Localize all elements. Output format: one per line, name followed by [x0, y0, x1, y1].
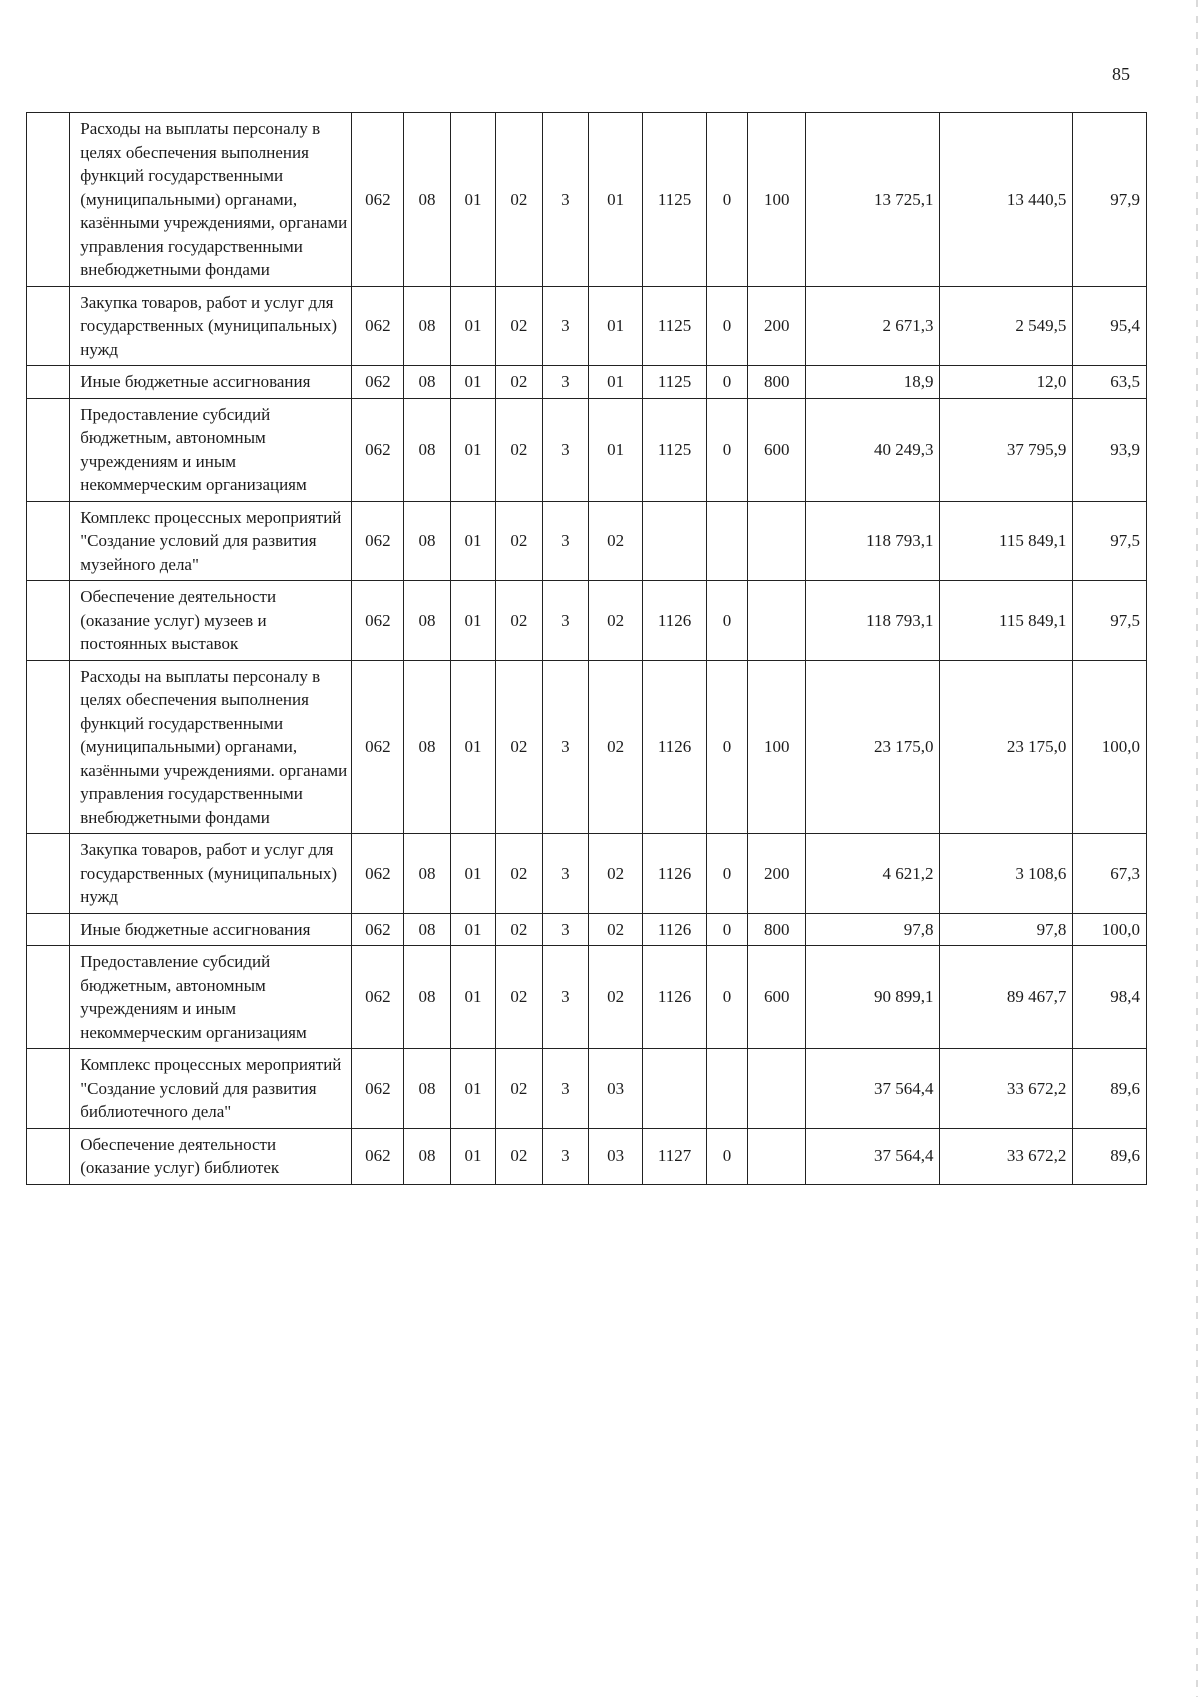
table-row — [27, 501, 1147, 581]
code-program-type: 3 — [542, 660, 588, 834]
execution-percent: 89,6 — [1073, 1128, 1147, 1184]
code-expense-type: 600 — [748, 946, 806, 1049]
actual-amount: 33 672,2 — [940, 1128, 1073, 1184]
code-direction: 1126 — [643, 581, 707, 661]
row-description: Обеспечение деятельности (оказание услуг) музеев и постоянных выставок — [70, 581, 352, 661]
planned-amount: 2 671,3 — [806, 286, 940, 366]
code-subdirection: 0 — [706, 946, 747, 1049]
code-section: 08 — [404, 366, 450, 399]
table-row — [27, 660, 1147, 834]
planned-amount: 118 793,1 — [806, 501, 940, 581]
code-subsection: 01 — [450, 366, 495, 399]
code-ministry: 062 — [352, 366, 404, 399]
row-index-cell — [27, 1128, 70, 1184]
code-program-type: 3 — [542, 366, 588, 399]
code-program-type: 3 — [542, 913, 588, 946]
code-complex: 02 — [589, 660, 643, 834]
row-description: Иные бюджетные ассигнования — [70, 913, 352, 946]
code-subsection: 01 — [450, 501, 495, 581]
row-index-cell — [27, 398, 70, 501]
row-description: Предоставление субсидий бюджетным, автономным учреждениям и иным некоммерческим организациям — [70, 398, 352, 501]
table-body — [27, 113, 1147, 1185]
actual-amount: 13 440,5 — [940, 113, 1073, 287]
code-program-type: 3 — [542, 398, 588, 501]
code-ministry: 062 — [352, 1128, 404, 1184]
code-subsection: 01 — [450, 1049, 495, 1129]
planned-amount: 37 564,4 — [806, 1049, 940, 1129]
code-direction: 1125 — [643, 366, 707, 399]
code-direction: 1125 — [643, 113, 707, 287]
row-index-cell — [27, 1049, 70, 1129]
code-section: 08 — [404, 1128, 450, 1184]
code-subsection: 01 — [450, 1128, 495, 1184]
code-direction: 1126 — [643, 660, 707, 834]
planned-amount: 18,9 — [806, 366, 940, 399]
code-subdirection: 0 — [706, 660, 747, 834]
row-index-cell — [27, 946, 70, 1049]
table-row — [27, 1128, 1147, 1184]
table-row — [27, 946, 1147, 1049]
code-program-type: 3 — [542, 946, 588, 1049]
code-program-type: 3 — [542, 286, 588, 366]
row-index-cell — [27, 366, 70, 399]
actual-amount: 115 849,1 — [940, 501, 1073, 581]
row-index-cell — [27, 581, 70, 661]
code-section: 08 — [404, 1049, 450, 1129]
execution-percent: 100,0 — [1073, 660, 1147, 834]
row-description: Обеспечение деятельности (оказание услуг) библиотек — [70, 1128, 352, 1184]
row-description: Закупка товаров, работ и услуг для государственных (муниципальных) нужд — [70, 286, 352, 366]
code-ministry: 062 — [352, 946, 404, 1049]
code-subsection: 01 — [450, 113, 495, 287]
code-direction: 1126 — [643, 834, 707, 914]
actual-amount: 3 108,6 — [940, 834, 1073, 914]
planned-amount: 90 899,1 — [806, 946, 940, 1049]
code-ministry: 062 — [352, 1049, 404, 1129]
actual-amount: 23 175,0 — [940, 660, 1073, 834]
code-program: 02 — [496, 1049, 542, 1129]
code-subdirection — [706, 1049, 747, 1129]
code-direction: 1127 — [643, 1128, 707, 1184]
row-index-cell — [27, 286, 70, 366]
execution-percent: 97,5 — [1073, 581, 1147, 661]
row-index-cell — [27, 913, 70, 946]
code-section: 08 — [404, 113, 450, 287]
code-program-type: 3 — [542, 581, 588, 661]
planned-amount: 118 793,1 — [806, 581, 940, 661]
row-description: Расходы на выплаты персоналу в целях обеспечения выполнения функций государственными (муниципальными) органами, казёнными учреждениями. органами управления государственными внебюджетными фондами — [70, 660, 352, 834]
code-program: 02 — [496, 398, 542, 501]
actual-amount: 37 795,9 — [940, 398, 1073, 501]
code-program-type: 3 — [542, 113, 588, 287]
row-description: Предоставление субсидий бюджетным, автономным учреждениям и иным некоммерческим организациям — [70, 946, 352, 1049]
code-complex: 02 — [589, 913, 643, 946]
execution-percent: 98,4 — [1073, 946, 1147, 1049]
planned-amount: 37 564,4 — [806, 1128, 940, 1184]
code-subsection: 01 — [450, 913, 495, 946]
code-program-type: 3 — [542, 501, 588, 581]
code-program: 02 — [496, 366, 542, 399]
execution-percent: 95,4 — [1073, 286, 1147, 366]
table-row — [27, 1049, 1147, 1129]
table-row — [27, 834, 1147, 914]
row-index-cell — [27, 113, 70, 287]
execution-percent: 100,0 — [1073, 913, 1147, 946]
table-row — [27, 913, 1147, 946]
code-expense-type: 800 — [748, 366, 806, 399]
code-subsection: 01 — [450, 946, 495, 1049]
page-number: 85 — [1112, 64, 1130, 84]
code-subsection: 01 — [450, 660, 495, 834]
code-ministry: 062 — [352, 660, 404, 834]
table-row — [27, 366, 1147, 399]
execution-percent: 63,5 — [1073, 366, 1147, 399]
code-complex: 01 — [589, 286, 643, 366]
actual-amount: 97,8 — [940, 913, 1073, 946]
actual-amount: 89 467,7 — [940, 946, 1073, 1049]
table-row — [27, 286, 1147, 366]
code-expense-type: 100 — [748, 113, 806, 287]
row-index-cell — [27, 834, 70, 914]
code-ministry: 062 — [352, 834, 404, 914]
code-subdirection — [706, 501, 747, 581]
code-expense-type: 200 — [748, 834, 806, 914]
code-ministry: 062 — [352, 913, 404, 946]
code-direction: 1126 — [643, 946, 707, 1049]
code-complex: 03 — [589, 1049, 643, 1129]
code-section: 08 — [404, 946, 450, 1049]
code-subdirection: 0 — [706, 366, 747, 399]
code-program-type: 3 — [542, 1128, 588, 1184]
code-program: 02 — [496, 501, 542, 581]
execution-percent: 89,6 — [1073, 1049, 1147, 1129]
actual-amount: 33 672,2 — [940, 1049, 1073, 1129]
code-program: 02 — [496, 834, 542, 914]
table-row — [27, 398, 1147, 501]
row-index-cell — [27, 660, 70, 834]
code-expense-type — [748, 1128, 806, 1184]
code-section: 08 — [404, 581, 450, 661]
code-section: 08 — [404, 286, 450, 366]
code-subdirection: 0 — [706, 113, 747, 287]
code-complex: 02 — [589, 946, 643, 1049]
code-direction — [643, 501, 707, 581]
code-ministry: 062 — [352, 113, 404, 287]
code-expense-type: 100 — [748, 660, 806, 834]
code-expense-type — [748, 1049, 806, 1129]
code-ministry: 062 — [352, 581, 404, 661]
code-section: 08 — [404, 834, 450, 914]
code-expense-type — [748, 501, 806, 581]
scan-edge-artifact — [1196, 0, 1198, 1697]
row-index-cell — [27, 501, 70, 581]
code-section: 08 — [404, 913, 450, 946]
code-program: 02 — [496, 286, 542, 366]
code-complex: 01 — [589, 398, 643, 501]
code-expense-type: 200 — [748, 286, 806, 366]
code-program-type: 3 — [542, 1049, 588, 1129]
code-subdirection: 0 — [706, 834, 747, 914]
row-description: Расходы на выплаты персоналу в целях обеспечения выполнения функций государственными (муниципальными) органами, казёнными учреждениями, органами управления государственными внебюджетными фондами — [70, 113, 352, 287]
code-subsection: 01 — [450, 398, 495, 501]
code-complex: 02 — [589, 501, 643, 581]
code-complex: 03 — [589, 1128, 643, 1184]
row-description: Комплекс процессных мероприятий "Создание условий для развития библиотечного дела" — [70, 1049, 352, 1129]
row-description: Иные бюджетные ассигнования — [70, 366, 352, 399]
execution-percent: 93,9 — [1073, 398, 1147, 501]
budget-table — [26, 112, 1147, 1185]
table-row — [27, 113, 1147, 287]
code-section: 08 — [404, 398, 450, 501]
code-direction — [643, 1049, 707, 1129]
code-section: 08 — [404, 660, 450, 834]
execution-percent: 97,5 — [1073, 501, 1147, 581]
code-program-type: 3 — [542, 834, 588, 914]
code-complex: 02 — [589, 834, 643, 914]
code-direction: 1125 — [643, 286, 707, 366]
code-complex: 01 — [589, 113, 643, 287]
code-complex: 01 — [589, 366, 643, 399]
code-subdirection: 0 — [706, 286, 747, 366]
code-program: 02 — [496, 946, 542, 1049]
code-expense-type: 600 — [748, 398, 806, 501]
execution-percent: 67,3 — [1073, 834, 1147, 914]
code-subdirection: 0 — [706, 1128, 747, 1184]
code-expense-type: 800 — [748, 913, 806, 946]
code-subsection: 01 — [450, 286, 495, 366]
code-ministry: 062 — [352, 286, 404, 366]
code-program: 02 — [496, 1128, 542, 1184]
actual-amount: 12,0 — [940, 366, 1073, 399]
code-complex: 02 — [589, 581, 643, 661]
code-subsection: 01 — [450, 834, 495, 914]
planned-amount: 40 249,3 — [806, 398, 940, 501]
code-subdirection: 0 — [706, 913, 747, 946]
code-program: 02 — [496, 113, 542, 287]
code-expense-type — [748, 581, 806, 661]
table-row — [27, 581, 1147, 661]
code-program: 02 — [496, 581, 542, 661]
row-description: Комплекс процессных мероприятий "Создание условий для развития музейного дела" — [70, 501, 352, 581]
code-direction: 1125 — [643, 398, 707, 501]
code-program: 02 — [496, 660, 542, 834]
code-subsection: 01 — [450, 581, 495, 661]
code-subdirection: 0 — [706, 398, 747, 501]
actual-amount: 115 849,1 — [940, 581, 1073, 661]
execution-percent: 97,9 — [1073, 113, 1147, 287]
code-direction: 1126 — [643, 913, 707, 946]
code-section: 08 — [404, 501, 450, 581]
code-ministry: 062 — [352, 501, 404, 581]
planned-amount: 13 725,1 — [806, 113, 940, 287]
code-ministry: 062 — [352, 398, 404, 501]
planned-amount: 23 175,0 — [806, 660, 940, 834]
planned-amount: 97,8 — [806, 913, 940, 946]
code-subdirection: 0 — [706, 581, 747, 661]
actual-amount: 2 549,5 — [940, 286, 1073, 366]
planned-amount: 4 621,2 — [806, 834, 940, 914]
row-description: Закупка товаров, работ и услуг для государственных (муниципальных) нужд — [70, 834, 352, 914]
code-program: 02 — [496, 913, 542, 946]
